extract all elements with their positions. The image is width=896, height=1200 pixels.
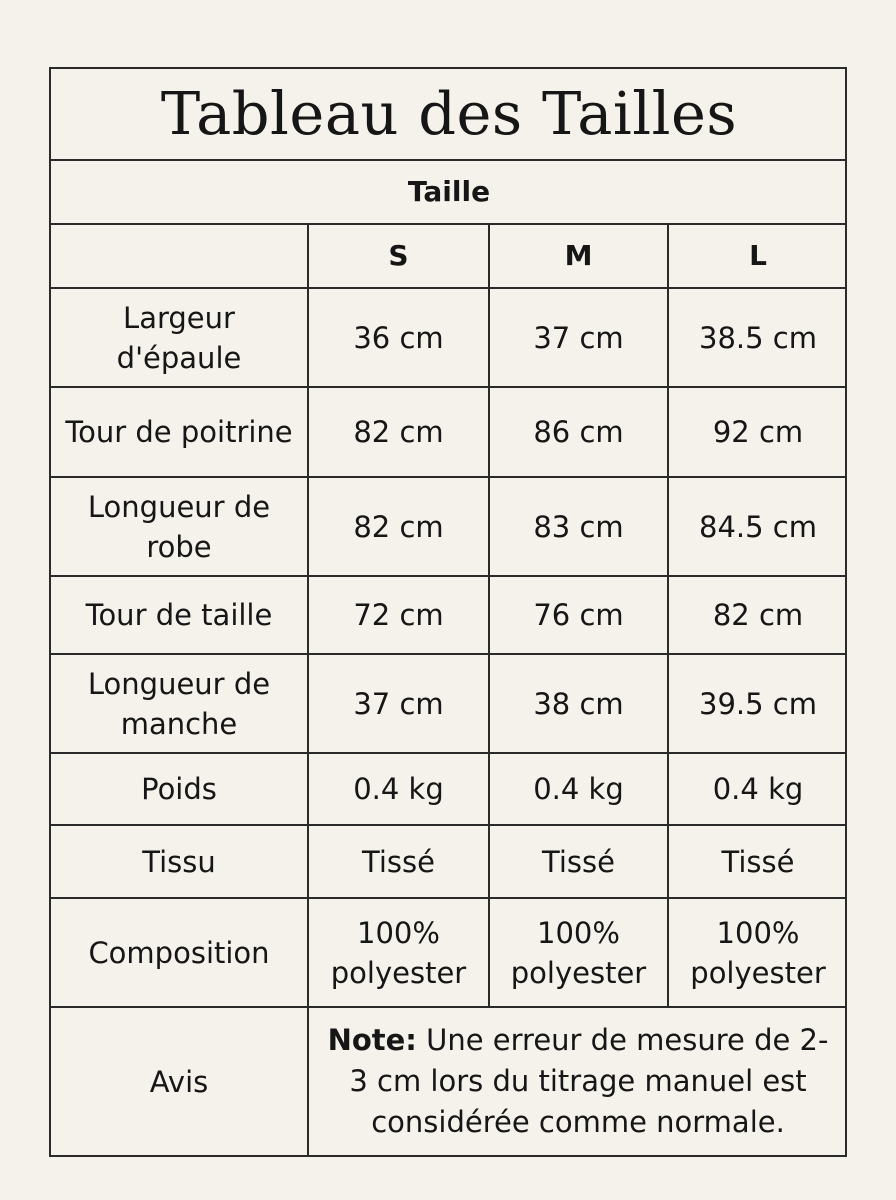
cell-value: 38 cm	[489, 654, 668, 753]
row-label: Longueur de robe	[51, 477, 308, 576]
row-label: Poids	[51, 753, 308, 825]
size-chart	[49, 67, 847, 1157]
cell-value: 82 cm	[308, 477, 489, 576]
cell-value: 0.4 kg	[308, 753, 489, 825]
chart-title: Tableau des Tailles	[51, 69, 847, 160]
row-label: Longueur de manche	[51, 654, 308, 753]
row-label: Tissu	[51, 825, 308, 898]
notice-row	[51, 1007, 847, 1155]
table-row	[51, 477, 847, 576]
notice-label: Avis	[51, 1007, 308, 1155]
section-label: Taille	[51, 160, 847, 224]
cell-value: 82 cm	[668, 576, 847, 654]
table-row	[51, 753, 847, 825]
note-prefix: Note:	[327, 1023, 417, 1057]
note-body: Une erreur de mesure de 2-3 cm lors du titrage manuel est considérée comme normale.	[349, 1023, 829, 1139]
size-header-l: L	[668, 224, 847, 288]
cell-value: 92 cm	[668, 387, 847, 477]
cell-value: Tissé	[668, 825, 847, 898]
row-label: Composition	[51, 898, 308, 1007]
cell-value: 0.4 kg	[668, 753, 847, 825]
table-row	[51, 576, 847, 654]
cell-value: 100% polyester	[489, 898, 668, 1007]
cell-value: 82 cm	[308, 387, 489, 477]
size-header-s: S	[308, 224, 489, 288]
cell-value: Tissé	[489, 825, 668, 898]
table-row	[51, 654, 847, 753]
cell-value: 76 cm	[489, 576, 668, 654]
table-row	[51, 825, 847, 898]
table-row	[51, 288, 847, 387]
cell-value: 100% polyester	[668, 898, 847, 1007]
table-row	[51, 898, 847, 1007]
cell-value: 37 cm	[489, 288, 668, 387]
size-chart-table	[51, 69, 847, 1155]
row-label: Tour de taille	[51, 576, 308, 654]
cell-value: 100% polyester	[308, 898, 489, 1007]
cell-value: 83 cm	[489, 477, 668, 576]
cell-value: Tissé	[308, 825, 489, 898]
cell-value: 0.4 kg	[489, 753, 668, 825]
cell-value: 38.5 cm	[668, 288, 847, 387]
cell-value: 39.5 cm	[668, 654, 847, 753]
row-label: Tour de poitrine	[51, 387, 308, 477]
empty-header-cell	[51, 224, 308, 288]
size-header-m: M	[489, 224, 668, 288]
cell-value: 86 cm	[489, 387, 668, 477]
cell-value: 37 cm	[308, 654, 489, 753]
cell-value: 72 cm	[308, 576, 489, 654]
notice-text	[308, 1007, 847, 1155]
table-row	[51, 387, 847, 477]
cell-value: 36 cm	[308, 288, 489, 387]
cell-value: 84.5 cm	[668, 477, 847, 576]
row-label: Largeur d'épaule	[51, 288, 308, 387]
